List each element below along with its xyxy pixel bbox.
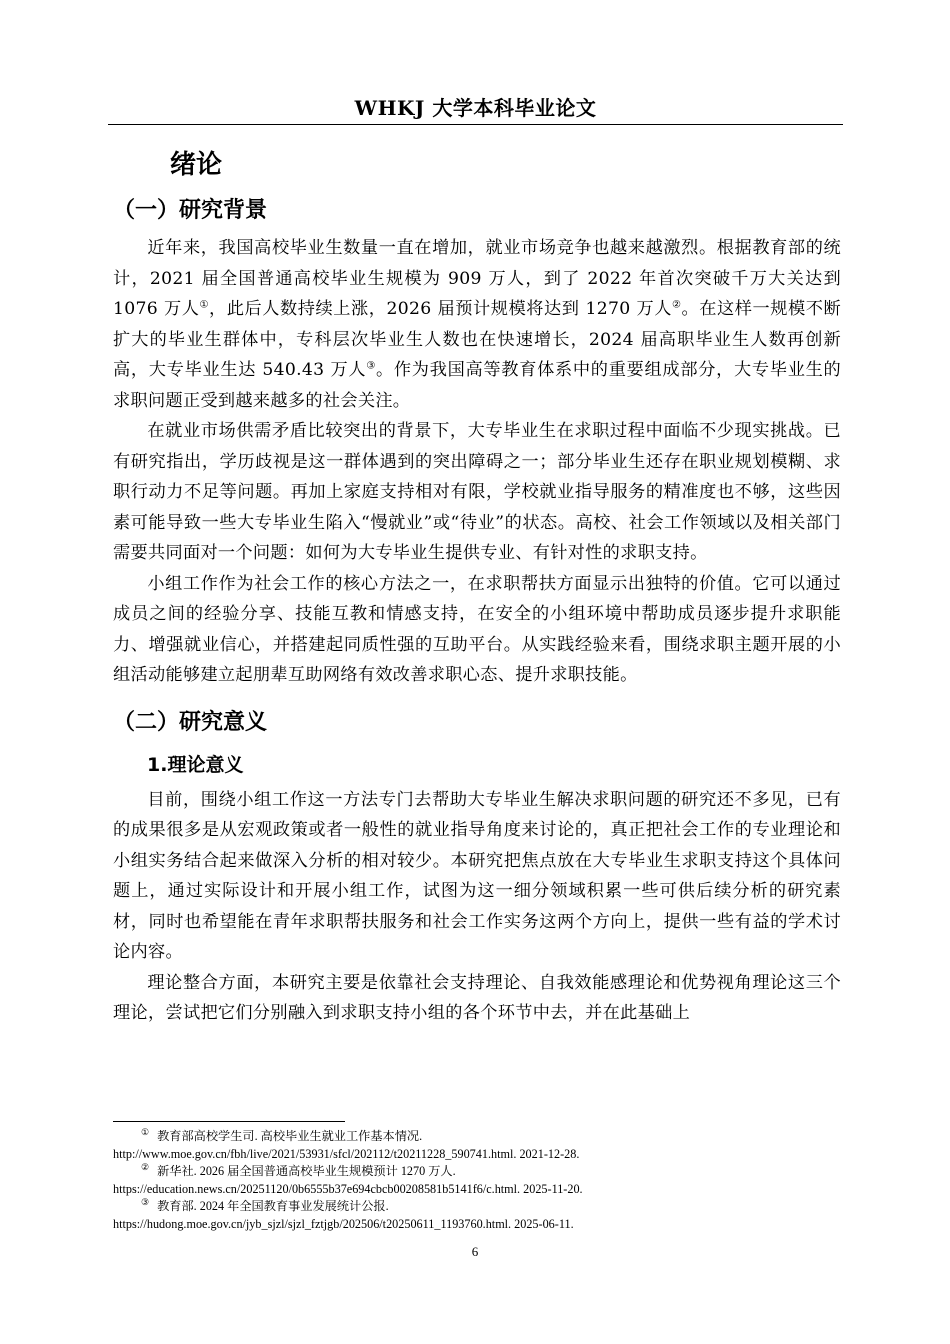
header-rule <box>108 124 843 125</box>
footnote-separator <box>113 1121 345 1122</box>
page-number: 6 <box>471 1244 479 1259</box>
footnote-2 <box>113 1163 841 1198</box>
footnote-mark: ② <box>141 1161 150 1172</box>
footnote-url[interactable]: https://hudong.moe.gov.cn/jyb_sjzl/sjzl_fztjgb/202506/t20250611_1193760.html. 2025-06-11. <box>113 1216 574 1231</box>
chapter-title: 绪论 <box>170 150 223 180</box>
text-run: ，此后人数持续上涨，2026 届预计规模将达到 1270 万人 <box>209 299 672 319</box>
text-run: 。在这样一规模不断扩大的毕业生群体中，专科层次毕业生人数也在快速增长，2024 届高职毕业生人数再创新高，大专毕业生达 540.43 万人 <box>113 299 841 380</box>
paragraph-theory-2: 理论整合方面，本研究主要是依靠社会支持理论、自我效能感理论和优势视角理论这三个理论，尝试把它们分别融入到求职支持小组的各个环节中去，并在此基础上 <box>113 972 841 1023</box>
text-run: 近年来，我国高校毕业生数量一直在增加，就业市场竞争也越来越激烈。根据教育部的统计，2021 届全国普通高校毕业生规模为 909 万人，到了 2022 年首次突破千万大关达到 1076 万人 <box>113 238 841 319</box>
footnote-mark: ① <box>141 1126 150 1137</box>
paragraph-background-1 <box>113 233 841 416</box>
footnote-url[interactable]: http://www.moe.gov.cn/fbh/live/2021/53931/sfcl/202112/t20211228_590741.html. 2021-12-28. <box>113 1146 580 1161</box>
footnote-ref-2[interactable]: ② <box>671 299 682 311</box>
footnote-ref-3[interactable]: ③ <box>366 360 376 372</box>
page-body <box>113 141 841 1029</box>
section-title-background: （一）研究背景 <box>113 198 268 223</box>
paragraph-background-2: 在就业市场供需矛盾比较突出的背景下，大专毕业生在求职过程中面临不少现实挑战。已有研究指出，学历歧视是这一群体遇到的突出障碍之一；部分毕业生还存在职业规划模糊、求职行动力不足等问题。再加上家庭支持相对有限，学校就业指导服务的精准度也不够，这些因素可能导致一些大专毕业生陷入“慢就业”或“待业”的状态。高校、社会工作领域以及相关部门需要共同面对一个问题：如何为大专毕业生提供专业、有针对性的求职支持。 <box>113 421 841 563</box>
footnote-source: 新华社. 2026 届全国普通高校毕业生规模预计 1270 万人. <box>157 1164 456 1178</box>
section-title-significance: （二）研究意义 <box>113 709 268 735</box>
subsection-title-theory: 1.理论意义 <box>147 753 244 776</box>
footnote-url[interactable]: https://education.news.cn/20251120/0b6555b37e694cbcb00208581b5141f6/c.html. 2025-11-20. <box>113 1181 583 1196</box>
footnote-ref-1[interactable]: ① <box>199 299 209 311</box>
paragraph-theory-1: 目前，围绕小组工作这一方法专门去帮助大专毕业生解决求职问题的研究还不多见，已有的成果很多是从宏观政策或者一般性的就业指导角度来讨论的，真正把社会工作的专业理论和小组实务结合起来做深入分析的相对较少。本研究把焦点放在大专毕业生求职支持这个具体问题上，通过实际设计和开展小组工作，试图为这一细分领域积累一些可供后续分析的研究素材，同时也希望能在青年求职帮扶服务和社会工作实务这两个方向上，提供一些有益的学术讨论内容。 <box>113 789 841 962</box>
footnote-3 <box>113 1198 841 1233</box>
footnote-source: 教育部高校学生司. 高校毕业生就业工作基本情况. <box>157 1129 423 1143</box>
footnote-mark: ③ <box>141 1196 150 1207</box>
footnote-source: 教育部. 2024 年全国教育事业发展统计公报. <box>157 1199 389 1213</box>
text-run: 。作为我国高等教育体系中的重要组成部分，大专毕业生的求职问题正受到越来越多的社会关注。 <box>113 360 842 411</box>
running-header-title: WHKJ 大学本科毕业论文 <box>354 96 597 120</box>
paragraph-background-3: 小组工作作为社会工作的核心方法之一，在求职帮扶方面显示出独特的价值。它可以通过成员之间的经验分享、技能互教和情感支持，在安全的小组环境中帮助成员逐步提升求职能力、增强就业信心，并搭建起同质性强的互助平台。从实践经验来看，围绕求职主题开展的小组活动能够建立起朋辈互助网络有效改善求职心态、提升求职技能。 <box>113 573 841 685</box>
footnotes <box>113 1128 841 1233</box>
footnote-1 <box>113 1128 841 1163</box>
